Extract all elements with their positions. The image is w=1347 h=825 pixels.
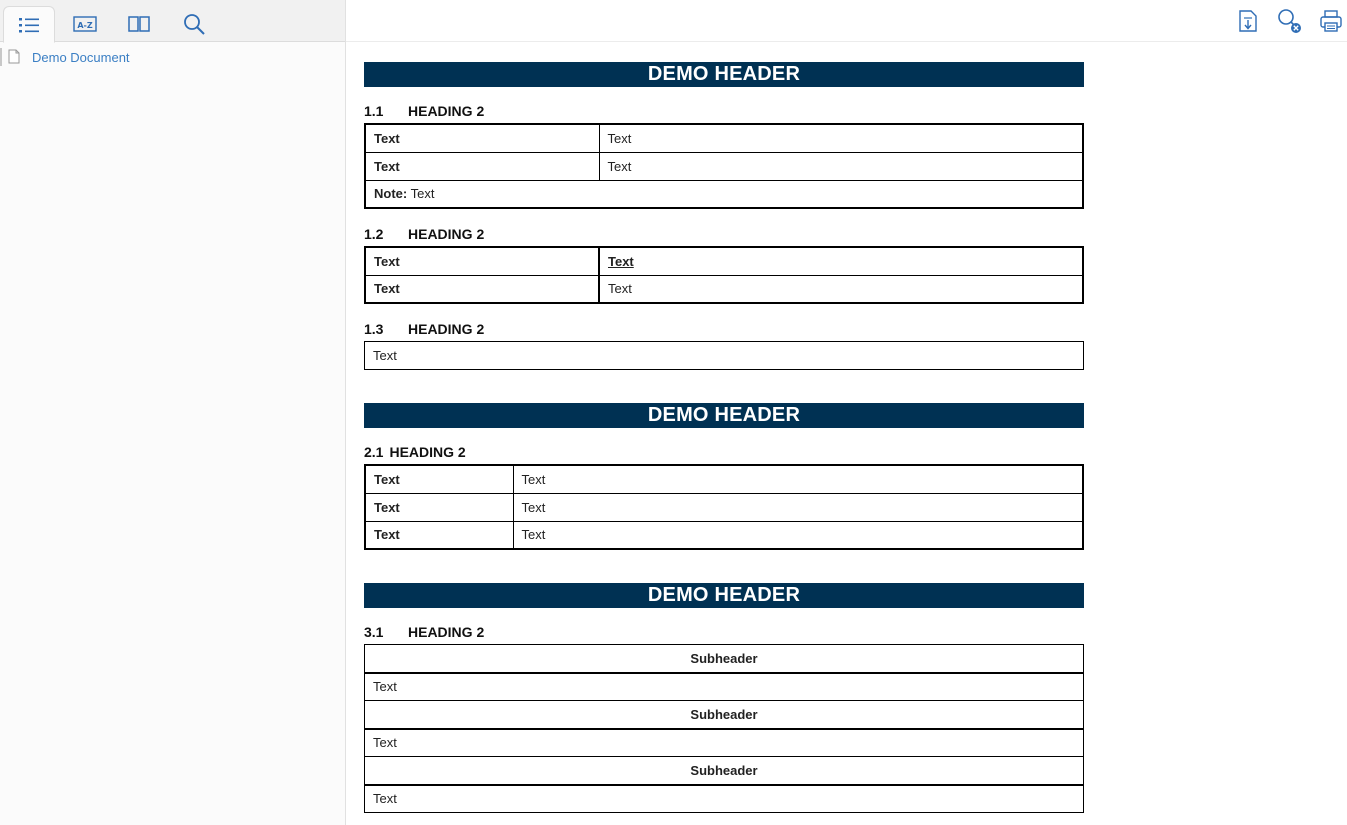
tab-contents[interactable] bbox=[3, 6, 55, 43]
table-cell-value bbox=[599, 247, 1083, 275]
heading-1-3 bbox=[364, 320, 1084, 337]
table-cell-link[interactable]: Text bbox=[608, 253, 634, 269]
heading-2-1 bbox=[364, 443, 1084, 460]
search-icon bbox=[182, 12, 206, 36]
document-viewer bbox=[346, 42, 1347, 825]
table-row bbox=[365, 785, 1084, 813]
tab-index[interactable] bbox=[59, 6, 111, 42]
tab-glossary[interactable] bbox=[113, 6, 165, 42]
heading-number: 1.2 bbox=[364, 225, 384, 242]
section-header: DEMO HEADER bbox=[364, 583, 1084, 608]
list-icon bbox=[18, 16, 40, 34]
table-cell-value: Text bbox=[599, 152, 1083, 180]
table-cell-value: Text bbox=[365, 673, 1084, 701]
table-cell-label: Text bbox=[365, 124, 599, 152]
heading-number: 1.1 bbox=[364, 102, 384, 119]
document-icon bbox=[8, 49, 22, 65]
table-cell-label: Text bbox=[365, 152, 599, 180]
table-1-2 bbox=[364, 246, 1084, 304]
heading-3-1 bbox=[364, 623, 1084, 640]
table-cell-label: Text bbox=[365, 465, 513, 493]
table-row bbox=[365, 247, 1083, 275]
heading-number: 1.3 bbox=[364, 320, 384, 337]
table-cell-label: Text bbox=[365, 247, 599, 275]
heading-title: HEADING 2 bbox=[408, 623, 485, 640]
open-book-icon bbox=[127, 15, 151, 33]
table-cell-value: Text bbox=[513, 465, 1083, 493]
heading-number: 3.1 bbox=[364, 623, 384, 640]
subheader-cell: Subheader bbox=[365, 757, 1084, 785]
heading-1-1 bbox=[364, 102, 1084, 119]
table-cell-value: Text bbox=[599, 275, 1083, 303]
heading-title: HEADING 2 bbox=[408, 102, 485, 119]
table-cell-label: Text bbox=[365, 275, 599, 303]
tree-item-demo-document[interactable] bbox=[0, 46, 345, 68]
tree-item-label: Demo Document bbox=[32, 49, 130, 65]
table-row-subheader bbox=[365, 645, 1084, 673]
table-1-3 bbox=[364, 341, 1084, 370]
clear-highlight-button[interactable] bbox=[1276, 8, 1302, 34]
table-cell-label: Text bbox=[365, 521, 513, 549]
document-toolbar bbox=[346, 0, 1347, 42]
heading-number: 2.1 bbox=[364, 443, 384, 460]
table-row-note bbox=[365, 180, 1083, 208]
table-2-1 bbox=[364, 464, 1084, 550]
svg-text:A-Z: A-Z bbox=[77, 21, 93, 30]
table-row bbox=[365, 275, 1083, 303]
heading-title: HEADING 2 bbox=[389, 443, 466, 460]
table-row-subheader bbox=[365, 757, 1084, 785]
table-row bbox=[365, 673, 1084, 701]
table-cell-label: Text bbox=[365, 493, 513, 521]
navigation-tabbar bbox=[0, 0, 345, 42]
heading-1-2 bbox=[364, 225, 1084, 242]
table-cell-value: Text bbox=[365, 729, 1084, 757]
subheader-cell: Subheader bbox=[365, 645, 1084, 673]
section-header: DEMO HEADER bbox=[364, 62, 1084, 87]
printer-icon bbox=[1319, 9, 1343, 33]
note-cell bbox=[365, 180, 1083, 208]
document-expand-icon bbox=[1238, 9, 1258, 33]
table-cell-value: Text bbox=[599, 124, 1083, 152]
table-row-subheader bbox=[365, 701, 1084, 729]
heading-title: HEADING 2 bbox=[408, 320, 485, 337]
navigation-panel bbox=[0, 0, 346, 825]
table-row bbox=[365, 493, 1083, 521]
table-row bbox=[365, 342, 1084, 370]
note-text: Text bbox=[407, 186, 435, 202]
table-cell-value: Text bbox=[513, 521, 1083, 549]
document-content bbox=[364, 62, 1084, 813]
table-cell-value: Text bbox=[513, 493, 1083, 521]
table-row bbox=[365, 729, 1084, 757]
contents-tree bbox=[0, 46, 345, 68]
table-cell-value: Text bbox=[365, 342, 1084, 370]
table-row bbox=[365, 152, 1083, 180]
table-cell-value: Text bbox=[365, 785, 1084, 813]
table-row bbox=[365, 124, 1083, 152]
table-1-1 bbox=[364, 123, 1084, 209]
section-header: DEMO HEADER bbox=[364, 403, 1084, 428]
table-3-1 bbox=[364, 644, 1084, 813]
print-button[interactable] bbox=[1318, 8, 1344, 34]
heading-title: HEADING 2 bbox=[408, 225, 485, 242]
note-label: Note: bbox=[374, 186, 408, 202]
table-row bbox=[365, 465, 1083, 493]
table-row bbox=[365, 521, 1083, 549]
clear-search-icon bbox=[1276, 8, 1302, 34]
subheader-cell: Subheader bbox=[365, 701, 1084, 729]
tab-search[interactable] bbox=[168, 6, 220, 42]
expand-collapse-button[interactable] bbox=[1235, 8, 1261, 34]
az-index-icon bbox=[73, 15, 97, 33]
